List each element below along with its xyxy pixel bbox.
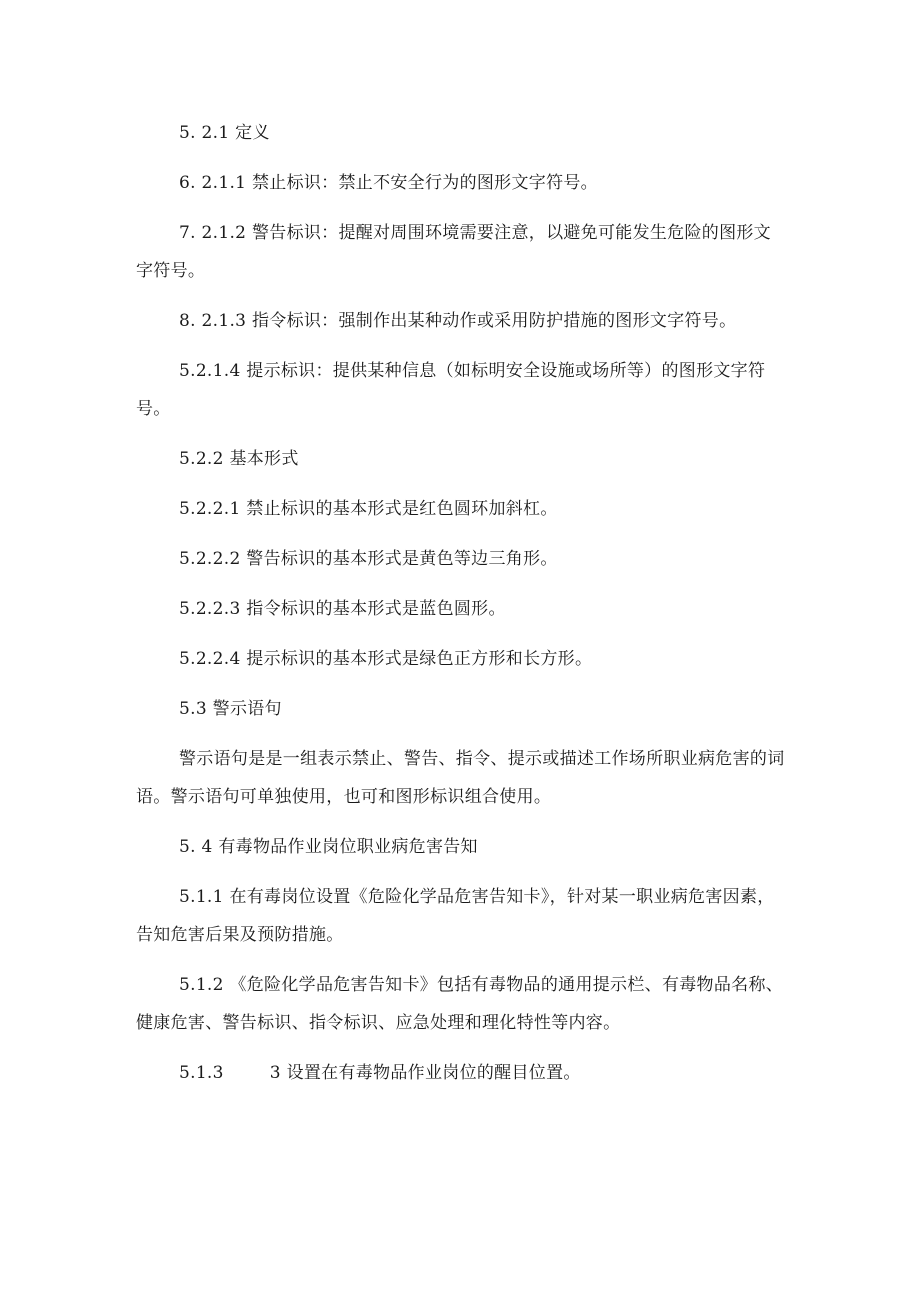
paragraph: 6. 2.1.1 禁止标识：禁止不安全行为的图形文字符号。 (179, 173, 598, 193)
paragraph: 5.2.2 基本形式 (179, 449, 299, 469)
document-body (136, 114, 786, 1104)
paragraph: 7. 2.1.2 警告标识：提醒对周围环境需要注意，以避免可能发生危险的图形文字符号。 (136, 223, 771, 281)
paragraph-last (136, 1054, 786, 1092)
paragraph: 5.2.1.4 提示标识：提供某种信息（如标明安全设施或场所等）的图形文字符号。 (136, 361, 766, 419)
paragraph: 5. 2.1 定义 (179, 123, 270, 143)
paragraph: 5.3 警示语句 (179, 699, 282, 719)
clause-text: 3 设置在有毒物品作业岗位的醒目位置。 (269, 1063, 581, 1083)
paragraph: 5.2.2.4 提示标识的基本形式是绿色正方形和长方形。 (179, 649, 593, 669)
paragraph: 警示语句是是一组表示禁止、警告、指令、提示或描述工作场所职业病危害的词语。警示语句可单独使用，也可和图形标识组合使用。 (136, 749, 785, 807)
paragraph: 8. 2.1.3 指令标识：强制作出某种动作或采用防护措施的图形文字符号。 (179, 311, 737, 331)
paragraph: 5.2.2.1 禁止标识的基本形式是红色圆环加斜杠。 (179, 499, 558, 519)
paragraph: 5.2.2.3 指令标识的基本形式是蓝色圆形。 (179, 599, 506, 619)
clause-number: 5.1.3 (179, 1063, 224, 1083)
paragraph: 5.2.2.2 警告标识的基本形式是黄色等边三角形。 (179, 549, 558, 569)
paragraph: 5.1.1 在有毒岗位设置《危险化学品危害告知卡》，针对某一职业病危害因素，告知危害后果及预防措施。 (136, 887, 775, 945)
paragraph: 5.1.2 《危险化学品危害告知卡》包括有毒物品的通用提示栏、有毒物品名称、健康危害、警告标识、指令标识、应急处理和理化特性等内容。 (136, 975, 784, 1033)
paragraph: 5. 4 有毒物品作业岗位职业病危害告知 (179, 837, 478, 857)
